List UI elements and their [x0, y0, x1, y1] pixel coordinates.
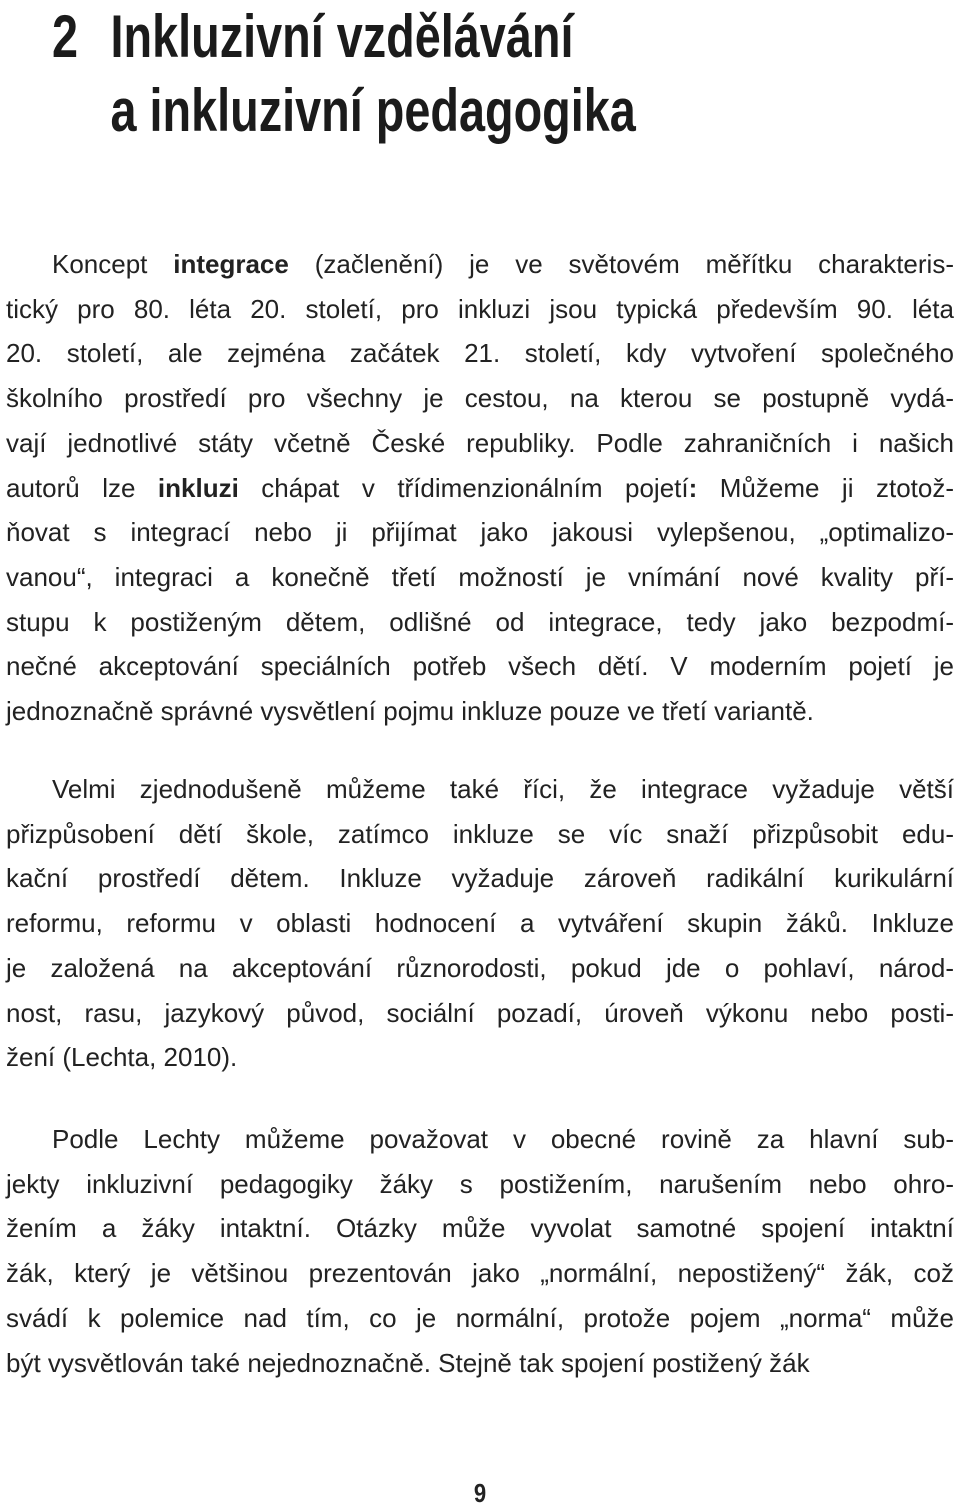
page-number: 9 [473, 1478, 487, 1508]
text-line: žák, který je většinou prezentován jako „normální, nepostižený“ žák, což [6, 1258, 954, 1289]
chapter-title-line-1: Inkluzivní vzdělávání [110, 3, 574, 70]
text-line: přizpůsobení dětí škole, zatímco inkluze se víc snaží přizpůsobit edu- [6, 818, 954, 849]
text-line: být vysvětlován také nejednoznačně. Stejně tak spojení postižený žák [6, 1347, 810, 1378]
text-line: 20. století, ale zejména začátek 21. století, kdy vytvoření společného [6, 338, 954, 369]
bold-term: integrace [173, 249, 289, 279]
text-line: autorů lze inkluzi chápat v třídimenzionálním pojetí: Můžeme ji ztotož- [6, 472, 954, 503]
text-line: nečné akceptování speciálních potřeb všech dětí. V moderním pojetí je [6, 651, 954, 682]
bold-term: : [688, 472, 698, 503]
paragraph-3 [6, 1117, 954, 1385]
text-line: je založená na akceptování různorodosti, pokud jde o pohlaví, národ- [6, 952, 954, 983]
text-line: jekty inkluzivní pedagogiky žáky s postižením, narušením nebo ohro- [6, 1168, 954, 1199]
text-line: kační prostředí dětem. Inkluze vyžaduje zároveň radikální kurikulární [6, 863, 954, 894]
text-line: ňovat s integrací nebo ji přijímat jako jakousi vylepšenou, „optimalizo- [6, 517, 954, 548]
text-line: Koncept integrace (začlenění) je ve světovém měřítku charakteris- [52, 249, 954, 279]
text-line: reformu, reformu v oblasti hodnocení a vytváření skupin žáků. Inkluze [6, 908, 954, 939]
text-line: svádí k polemice nad tím, co je normální, protože pojem „norma“ může [6, 1302, 954, 1333]
text-line: Podle Lechty můžeme považovat v obecné rovině za hlavní sub- [52, 1124, 954, 1154]
text-line: školního prostředí pro všechny je cestou, na kterou se postupně vydá- [6, 383, 954, 414]
text-line: jednoznačně správné vysvětlení pojmu inkluze pouze ve třetí variantě. [6, 696, 814, 727]
chapter-title-line-2: a inkluzivní pedagogika [110, 77, 636, 144]
paragraph-1 [6, 242, 954, 734]
text-line: žením a žáky intaktní. Otázky může vyvolat samotné spojení intaktní [6, 1213, 954, 1244]
paragraph-2 [6, 767, 954, 1080]
text-line: žení (Lechta, 2010). [6, 1042, 238, 1073]
text-line: stupu k postiženým dětem, odlišné od integrace, tedy jako bezpodmí- [6, 606, 954, 637]
text-line: vanou“, integraci a konečně třetí možností je vnímání nové kvality pří- [6, 561, 954, 592]
chapter-heading [52, 0, 636, 148]
text-line: Velmi zjednodušeně můžeme také říci, že integrace vyžaduje větší [52, 774, 954, 804]
text-line: nost, rasu, jazykový původ, sociální pozadí, úroveň výkonu nebo posti- [6, 997, 954, 1028]
chapter-number: 2 [52, 3, 79, 70]
text-line: vají jednotlivé státy včetně České republiky. Podle zahraničních i našich [6, 427, 954, 458]
bold-term: inkluzi [157, 472, 239, 503]
text-line: tický pro 80. léta 20. století, pro inkluzi jsou typická především 90. léta [6, 293, 954, 324]
